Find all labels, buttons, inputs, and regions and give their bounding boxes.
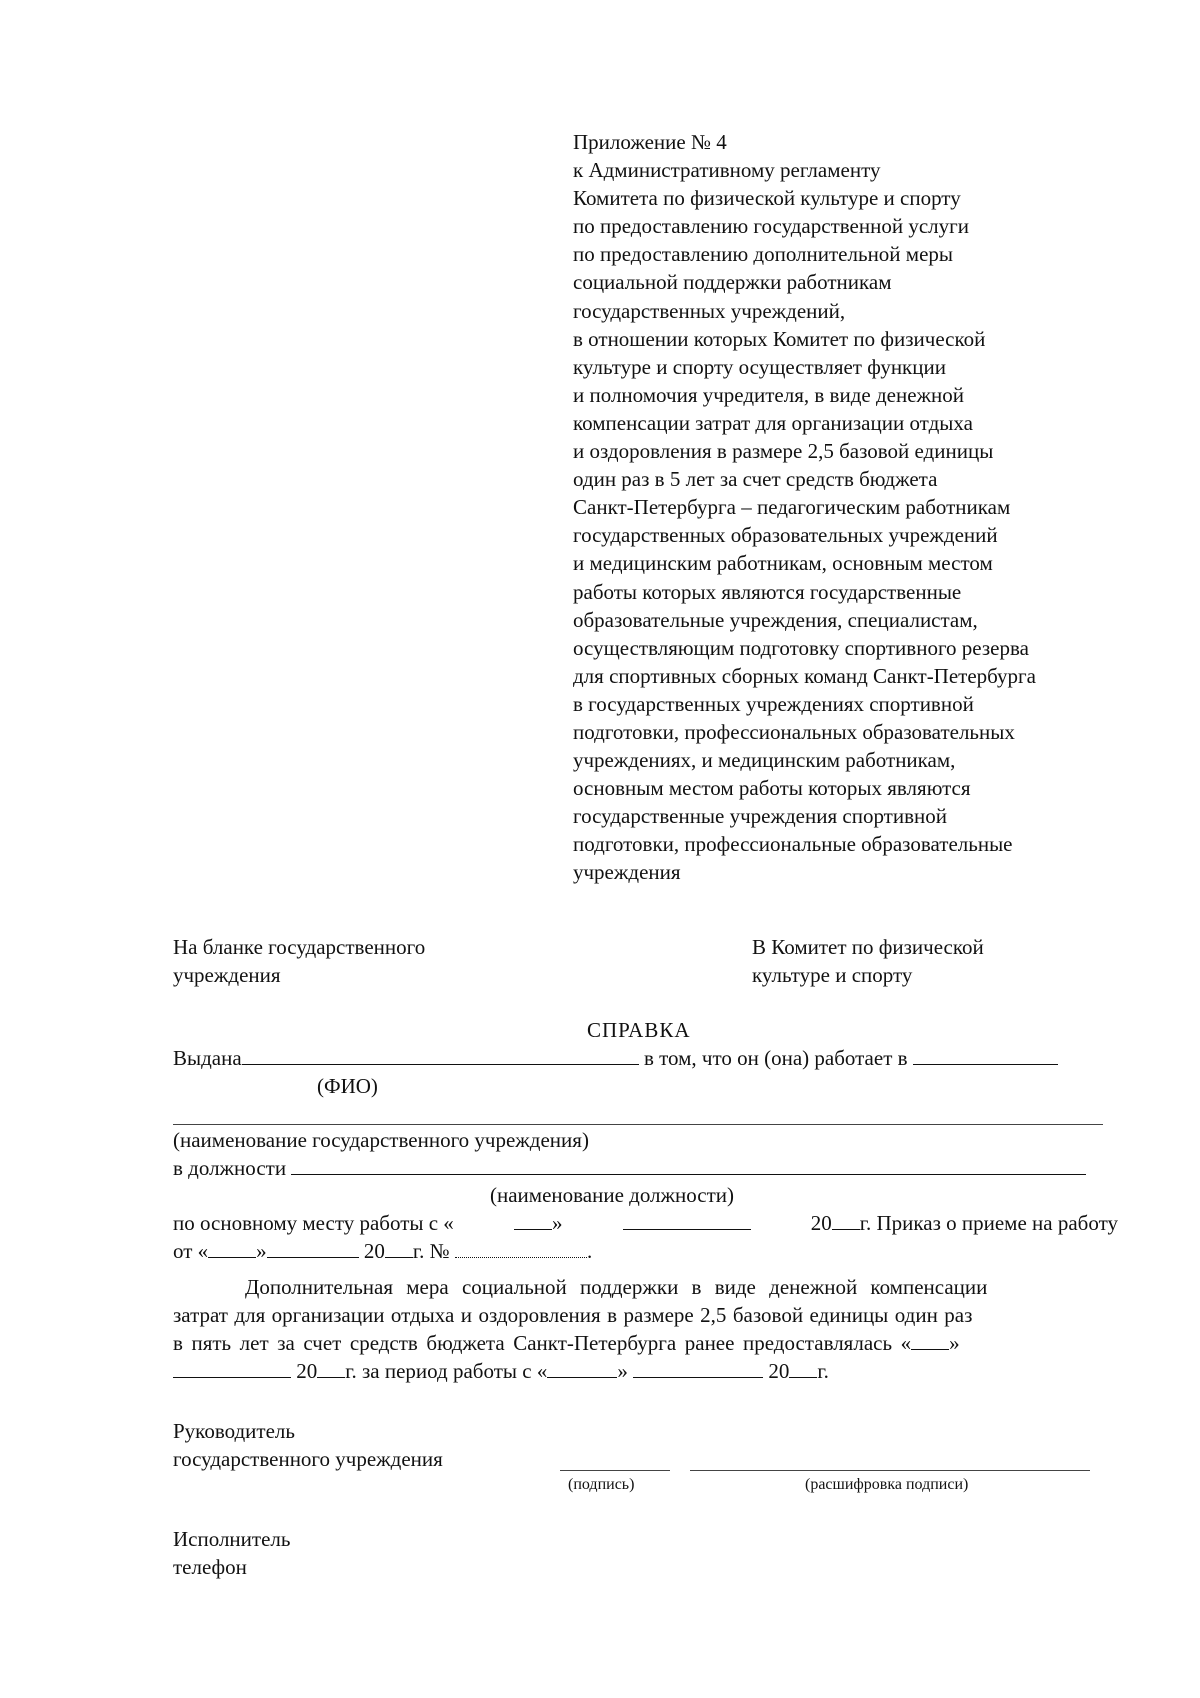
- institution-field[interactable]: [173, 1124, 1103, 1125]
- appendix-line: и полномочия учредителя, в виде денежной: [573, 382, 965, 407]
- fio-caption: (ФИО): [317, 1074, 378, 1098]
- appendix-line: по предоставлению дополнительной меры: [573, 242, 954, 267]
- appendix-line: культуре и спорту осуществляет функции: [573, 354, 946, 379]
- addressee-line1: В Комитет по физической: [752, 935, 984, 959]
- appendix-line: в государственных учреждениях спортивной: [573, 691, 974, 716]
- works-at-label: в том, что он (она) работает в: [643, 1046, 908, 1070]
- prev-month-field[interactable]: [173, 1359, 291, 1378]
- appendix-line: социальной поддержки работникам: [573, 270, 892, 295]
- appendix-line: для спортивных сборных команд Санкт-Петербурга: [573, 663, 1036, 688]
- head-title-line1: Руководитель: [173, 1419, 295, 1443]
- month-field[interactable]: [623, 1211, 751, 1230]
- appendix-line: государственные учреждения спортивной: [573, 804, 947, 829]
- main-work-label: по основному месту работы с «: [173, 1211, 454, 1235]
- executor-label: Исполнитель: [173, 1527, 291, 1551]
- appendix-line: Санкт-Петербурга – педагогическим работникам: [573, 495, 1011, 520]
- appendix-line: образовательные учреждения, специалистам,: [573, 607, 978, 632]
- appendix-line: и оздоровления в размере 2,5 базовой единицы: [573, 439, 994, 464]
- position-label: в должности: [173, 1156, 287, 1180]
- order-number-field[interactable]: [455, 1239, 587, 1258]
- appendix-line: учреждениях, и медицинским работникам,: [573, 748, 956, 773]
- year-field[interactable]: [832, 1211, 860, 1230]
- period-month-field[interactable]: [633, 1359, 763, 1378]
- period-day-field[interactable]: [547, 1359, 617, 1378]
- appendix-line: по предоставлению государственной услуги: [573, 214, 969, 239]
- appendix-line: подготовки, профессиональных образовательных: [573, 719, 1015, 744]
- appendix-line: компенсации затрат для организации отдыха: [573, 410, 973, 435]
- head-title-line2: государственного учреждения: [173, 1447, 443, 1471]
- paragraph-line1: [245, 1275, 1118, 1300]
- appendix-line: работы которых являются государственные: [573, 579, 962, 604]
- order-day-field[interactable]: [208, 1239, 256, 1258]
- paragraph-text-line3: в пять лет за счет средств бюджета Санкт-Петербурга ранее предоставлялась «: [173, 1331, 912, 1355]
- paragraph-line4: 20 г. за период работы с « » 20 г.: [173, 1359, 829, 1384]
- appendix-line: учреждения: [573, 860, 681, 885]
- fio-field[interactable]: [242, 1046, 639, 1065]
- order-year-field[interactable]: [385, 1239, 413, 1258]
- signature-field[interactable]: [560, 1470, 670, 1471]
- prev-day-field[interactable]: [911, 1331, 949, 1350]
- signature-decode-caption: (расшифровка подписи): [805, 1476, 969, 1493]
- order-month-field[interactable]: [267, 1239, 359, 1258]
- order-number-label: г. №: [412, 1239, 450, 1263]
- appendix-line: Приложение № 4: [573, 130, 727, 154]
- appendix-header: [573, 128, 1133, 887]
- period-label: г. за период работы с «: [345, 1359, 548, 1383]
- appendix-line: государственных образовательных учреждений: [573, 523, 998, 548]
- paragraph-line3: в пять лет за счет средств бюджета Санкт-Петербурга ранее предоставлялась « »: [173, 1331, 960, 1355]
- appendix-line: и медицинским работникам, основным местом: [573, 551, 993, 576]
- letterhead-note-line1: На бланке государственного: [173, 935, 426, 959]
- issued-row: [173, 1046, 1058, 1071]
- signature-caption: (подпись): [568, 1476, 635, 1493]
- position-caption: (наименование должности): [490, 1183, 735, 1207]
- signature-decode-field[interactable]: [690, 1470, 1090, 1471]
- period-year-field[interactable]: [789, 1359, 817, 1378]
- main-work-day: »: [514, 1211, 563, 1236]
- day-field[interactable]: [514, 1211, 552, 1230]
- addressee-line2: культуре и спорту: [752, 963, 913, 987]
- appendix-line: к Административному регламенту: [573, 158, 881, 183]
- appendix-line: осуществляющим подготовку спортивного резерва: [573, 635, 1029, 660]
- position-row: [173, 1156, 1086, 1181]
- prev-year-field[interactable]: [317, 1359, 345, 1378]
- letterhead-note-line2: учреждения: [173, 963, 281, 987]
- position-field[interactable]: [291, 1156, 1086, 1175]
- main-work-row: [173, 1211, 1118, 1236]
- institution-caption: (наименование государственного учреждения): [173, 1128, 589, 1152]
- main-work-year: 20 г. Приказ о приеме на работу: [810, 1211, 1118, 1235]
- order-row: от « » 20 г. № .: [173, 1239, 593, 1263]
- appendix-line: в отношении которых Комитет по физической: [573, 326, 986, 351]
- order-from-label: от «: [173, 1239, 209, 1263]
- appendix-line: подготовки, профессиональные образовательные: [573, 832, 1013, 857]
- document-title: СПРАВКА: [587, 1018, 691, 1042]
- paragraph-text-line2: затрат для организации отдыха и оздоровления в размере 2,5 базовой единицы один раз: [173, 1303, 973, 1327]
- institution-short-field[interactable]: [913, 1046, 1058, 1065]
- appendix-line: один раз в 5 лет за счет средств бюджета: [573, 467, 938, 492]
- phone-label: телефон: [173, 1555, 247, 1579]
- appendix-line: государственных учреждений,: [573, 298, 846, 323]
- issued-label: Выдана: [173, 1046, 242, 1070]
- appendix-line: Комитета по физической культуре и спорту: [573, 186, 961, 211]
- paragraph-text-line1: Дополнительная мера социальной поддержки в виде денежной компенсации: [245, 1275, 988, 1299]
- appendix-line: основным местом работы которых являются: [573, 776, 971, 801]
